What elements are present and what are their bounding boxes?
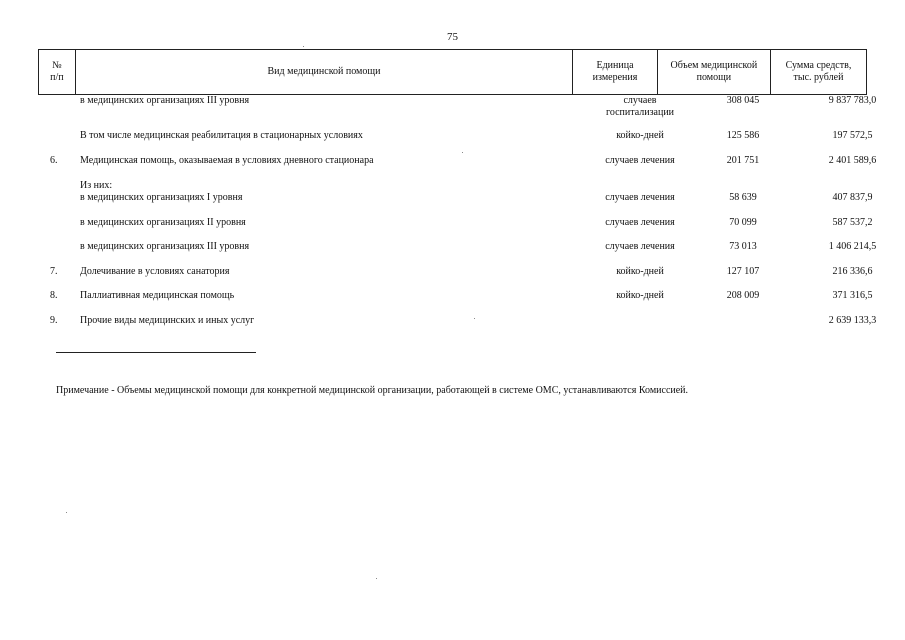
row-name: Прочие виды медицинских и иных услуг: [80, 315, 255, 326]
row-num: 8.: [50, 290, 58, 301]
row-unit: койко-дней: [616, 130, 664, 141]
page-number: 75: [447, 31, 458, 43]
row-sum: 587 537,2: [832, 217, 873, 228]
scan-speck: [462, 152, 463, 153]
row-name: В том числе медицинская реабилитация в стационарных условиях: [80, 130, 363, 141]
row-volume: 73 013: [729, 241, 757, 252]
row-unit: койко-дней: [616, 266, 664, 277]
row-unit: случаев лечения: [605, 217, 675, 228]
header-sum: Сумма средств, тыс. рублей: [770, 50, 867, 94]
header-volume: Объем медицинской помощи: [657, 50, 770, 94]
row-num: 9.: [50, 315, 58, 326]
scan-speck: [66, 512, 67, 513]
scan-speck: [474, 318, 475, 319]
header-num: № п/п: [38, 50, 75, 94]
row-sum: 9 837 783,0: [828, 95, 877, 106]
row-sum: 2 639 133,3: [828, 315, 877, 326]
row-volume: 125 586: [726, 130, 760, 141]
table-header: [38, 49, 867, 95]
row-sum: 371 316,5: [832, 290, 873, 301]
row-sum: 197 572,5: [832, 130, 873, 141]
row-volume: 308 045: [726, 95, 760, 106]
row-unit: случаев госпитализации: [605, 95, 675, 118]
row-unit: случаев лечения: [605, 192, 675, 203]
row-unit: случаев лечения: [605, 155, 675, 166]
header-name: Вид медицинской помощи: [75, 50, 573, 94]
footnote-separator: [56, 352, 256, 353]
row-unit: случаев лечения: [605, 241, 675, 252]
row-name: Медицинская помощь, оказываемая в условиях дневного стационара: [80, 155, 374, 166]
row-volume: 208 009: [726, 290, 760, 301]
row-volume: 58 639: [729, 192, 757, 203]
row-sum: 407 837,9: [832, 192, 873, 203]
scan-speck: [303, 46, 304, 47]
row-volume: 127 107: [726, 266, 760, 277]
row-name: в медицинских организациях III уровня: [80, 95, 250, 106]
row-name: Из них: в медицинских организациях I уровня: [80, 180, 243, 203]
row-name: в медицинских организациях III уровня: [80, 241, 250, 252]
row-name: Паллиативная медицинская помощь: [80, 290, 235, 301]
row-sum: 2 401 589,6: [828, 155, 877, 166]
header-unit: Единица измерения: [572, 50, 657, 94]
scan-speck: [376, 578, 377, 579]
table-row: [38, 180, 873, 204]
row-num: 6.: [50, 155, 58, 166]
row-num: 7.: [50, 266, 58, 277]
row-volume: 70 099: [729, 217, 757, 228]
row-name: Долечивание в условиях санатория: [80, 266, 230, 277]
footnote-text: Примечание - Объемы медицинской помощи для конкретной медицинской организации, работающей в системе ОМС, устанавливаются Комиссией.: [56, 385, 689, 396]
row-name: в медицинских организациях II уровня: [80, 217, 246, 228]
row-volume: 201 751: [726, 155, 760, 166]
row-unit: койко-дней: [616, 290, 664, 301]
row-sum: 1 406 214,5: [828, 241, 877, 252]
row-sum: 216 336,6: [832, 266, 873, 277]
